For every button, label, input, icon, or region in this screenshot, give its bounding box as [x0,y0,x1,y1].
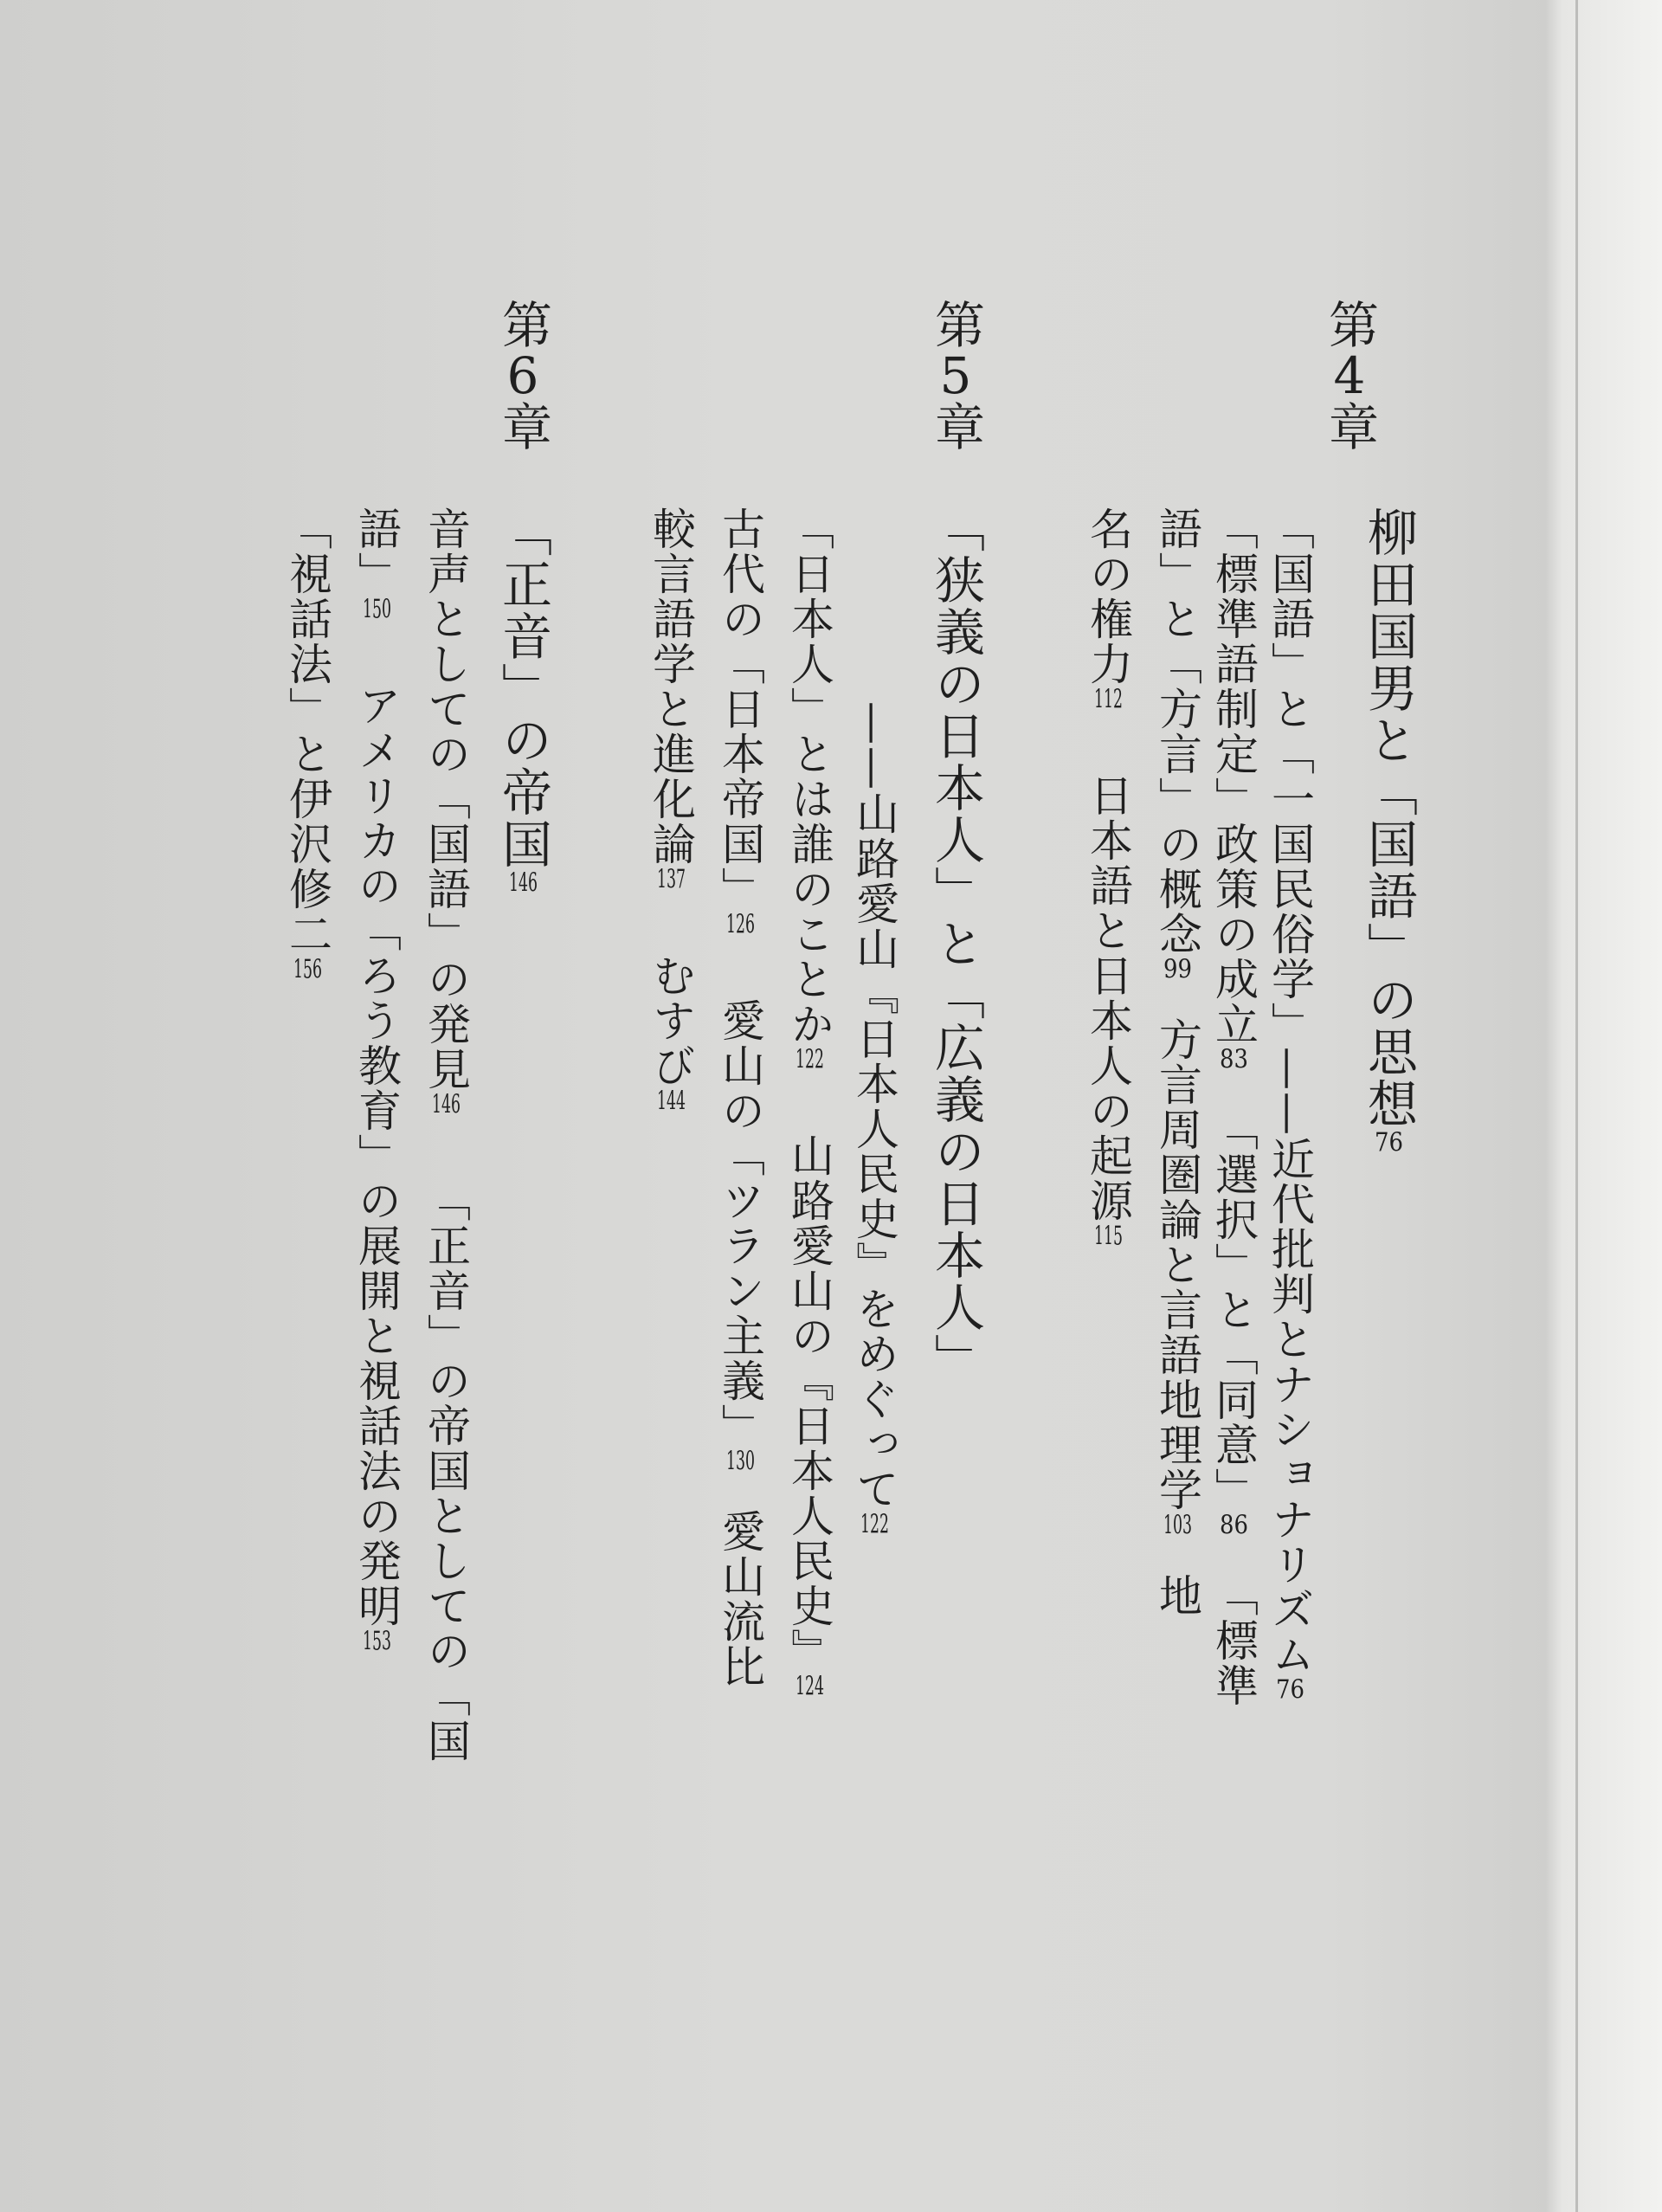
toc-page: 122 [796,1047,824,1073]
chapter-5-subtitle-page: 122 [860,1512,889,1538]
ch6-entry-line-2 [351,506,402,1654]
toc-entry: 「国語」と「一国民俗学」——近代批判とナショナリズム [1265,506,1315,1677]
toc-entry: むすび [646,953,696,1088]
ch4-entry-line-1 [1265,506,1315,1703]
chapter-5-title: 「狭義の日本人」と「広義の日本人」 [926,502,985,1385]
toc-page: 130 [726,1448,755,1474]
ch5-entry-line-2 [715,506,765,1689]
toc-entry: 愛山流比 [715,1509,765,1689]
toc-entry: 「標準 [1208,1573,1259,1708]
toc-entry: 山路愛山の『日本人民史』 [784,1133,834,1674]
ch5-entry-line-3 [646,506,696,1114]
toc-page: 112 [1094,687,1123,713]
toc-entry: 方言周圏論と言語地理学 [1152,1017,1202,1512]
toc-entry: 名の権力 [1083,506,1133,687]
toc-entry: 「標準語制定」政策の成立 [1208,506,1259,1047]
toc-entry: 較言語学と進化論 [646,506,696,867]
toc-page: 76 [1276,1677,1304,1703]
toc-entry: 地 [1152,1573,1202,1618]
chapter-5-label: 第5章 [926,299,985,453]
toc-page: 83 [1220,1047,1248,1073]
toc-entry: アメリカの「ろう教育」の展開と視話法の発明 [351,683,402,1628]
chapter-4-label: 第4章 [1320,299,1379,453]
chapter-6-title-page: 146 [509,870,538,896]
toc-page: 115 [1094,1223,1123,1249]
toc-entry: 「選択」と「同意」 [1208,1107,1259,1512]
toc-page: 103 [1163,1512,1192,1538]
page-edge [1575,0,1578,2212]
chapter-6-label: 第6章 [493,299,552,453]
chapter-6-title [493,506,552,896]
toc-page: 99 [1163,957,1192,983]
ch4-entry-line-4 [1083,506,1133,1249]
toc-page: 146 [432,1092,461,1118]
toc-entry: 愛山の「ツラン主義」 [715,998,765,1448]
ch6-entry-line-3 [282,506,332,983]
toc-entry: 「日本人」とは誰のことか [784,506,834,1047]
toc-entry: 古代の「日本帝国」 [715,506,765,912]
toc-entry: 音声としての「国語」の発見 [421,506,471,1092]
chapter-5-subtitle [849,701,899,1538]
chapter-4-title-page: 76 [1375,1130,1403,1156]
chapter-5-subtitle-text: ——山路愛山『日本人民史』をめぐって [849,701,899,1512]
chapter-4-title-text: 柳田国男と「国語」の思想 [1359,506,1418,1130]
ch4-entry-line-3 [1152,506,1202,1618]
toc-entry: 語」と「方言」の概念 [1152,506,1202,957]
toc-entry: 「視話法」と伊沢修二 [282,506,332,957]
toc-entry: 日本語と日本人の起源 [1083,773,1133,1223]
toc-entry: 語」 [351,506,402,597]
toc-page: 153 [363,1628,391,1654]
toc-page: 86 [1220,1512,1248,1538]
toc-page: 144 [657,1088,686,1114]
toc-page: 156 [293,957,322,983]
toc-page: 124 [796,1674,824,1699]
chapter-6-title-text: 「正音」の帝国 [493,506,552,870]
toc-entry: 「正音」の帝国としての「国 [421,1178,471,1764]
toc-page: 126 [726,912,755,938]
ch5-entry-line-1 [784,506,834,1699]
ch4-entry-line-2 [1208,506,1259,1708]
ch6-entry-line-1 [421,506,471,1764]
toc-page: 150 [363,597,391,622]
toc-page: 137 [657,867,686,893]
chapter-4-title [1359,506,1418,1156]
